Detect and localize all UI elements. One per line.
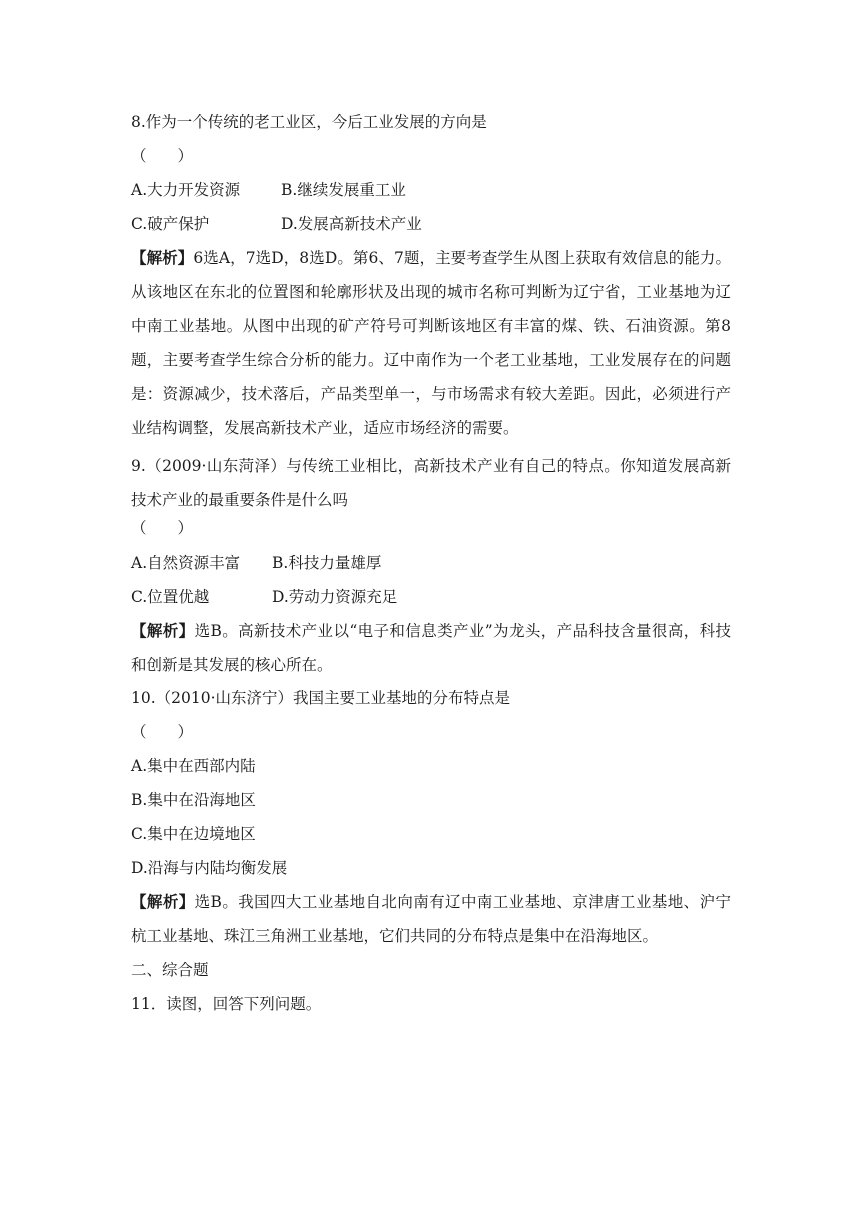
- q8-option-b: B.继续发展重工业: [281, 181, 406, 199]
- q8-analysis-text: 6选A，7选D，8选D。第6、7题，主要考查学生从图上获取有效信息的能力。从该地区在东北的位置图和轮廓形状及出现的城市名称可判断为辽宁省，工业基地为辽中南工业基地。从图中出现的矿产符号可判断该地区有丰富的煤、铁、石油资源。第8题，主要考查学生综合分析的能力。辽中南作为一个老工业基地，工业发展存在的问题是：资源减少，技术落后，产品类型单一，与市场需求有较大差距。因此，必须进行产业结构调整，发展高新技术产业，适应市场经济的需要。: [131, 249, 731, 437]
- q10-analysis-text: 选B。我国四大工业基地自北向南有辽中南工业基地、京津唐工业基地、沪宁杭工业基地、珠江三角洲工业基地，它们共同的分布特点是集中在沿海地区。: [131, 893, 731, 945]
- q8-stem: 8.作为一个传统的老工业区，今后工业发展的方向是: [131, 113, 487, 131]
- q9-option-d: D.劳动力资源充足: [272, 588, 398, 606]
- q8-option-c: C.破产保护: [131, 215, 210, 233]
- q9-analysis-tag: 【解析】: [131, 621, 195, 640]
- q9-option-c: C.位置优越: [131, 588, 210, 606]
- q9-answer-blank: （ ）: [131, 519, 194, 537]
- q8-option-a: A.大力开发资源: [131, 181, 241, 199]
- q10-option-c: C.集中在边境地区: [131, 825, 256, 843]
- q11-stem: 11．读图，回答下列问题。: [131, 995, 322, 1013]
- q10-option-b: B.集中在沿海地区: [131, 791, 256, 809]
- q10-answer-blank: （ ）: [131, 723, 194, 741]
- q10-option-d: D.沿海与内陆均衡发展: [131, 859, 288, 877]
- q8-analysis: [131, 241, 731, 445]
- q8-answer-blank: （ ）: [131, 147, 194, 165]
- section-heading: 二、综合题: [131, 961, 209, 979]
- q9-analysis-text: 选B。高新技术产业以“电子和信息类产业”为龙头，产品科技含量很高，科技和创新是其发展的核心所在。: [131, 622, 731, 674]
- q9-analysis: [131, 614, 731, 682]
- q9-stem: 9.（2009·山东菏泽）与传统工业相比，高新技术产业有自己的特点。你知道发展高新技术产业的最重要条件是什么吗: [131, 457, 731, 509]
- q10-option-a: A.集中在西部内陆: [131, 757, 256, 775]
- q9-option-a: A.自然资源丰富: [131, 554, 241, 572]
- q9-option-b: B.科技力量雄厚: [272, 554, 382, 572]
- q8-analysis-tag: 【解析】: [131, 248, 194, 267]
- q10-analysis-tag: 【解析】: [131, 892, 195, 911]
- q10-analysis: [131, 885, 731, 953]
- q10-stem: 10.（2010·山东济宁）我国主要工业基地的分布特点是: [131, 689, 511, 707]
- q8-option-d: D.发展高新技术产业: [281, 215, 422, 233]
